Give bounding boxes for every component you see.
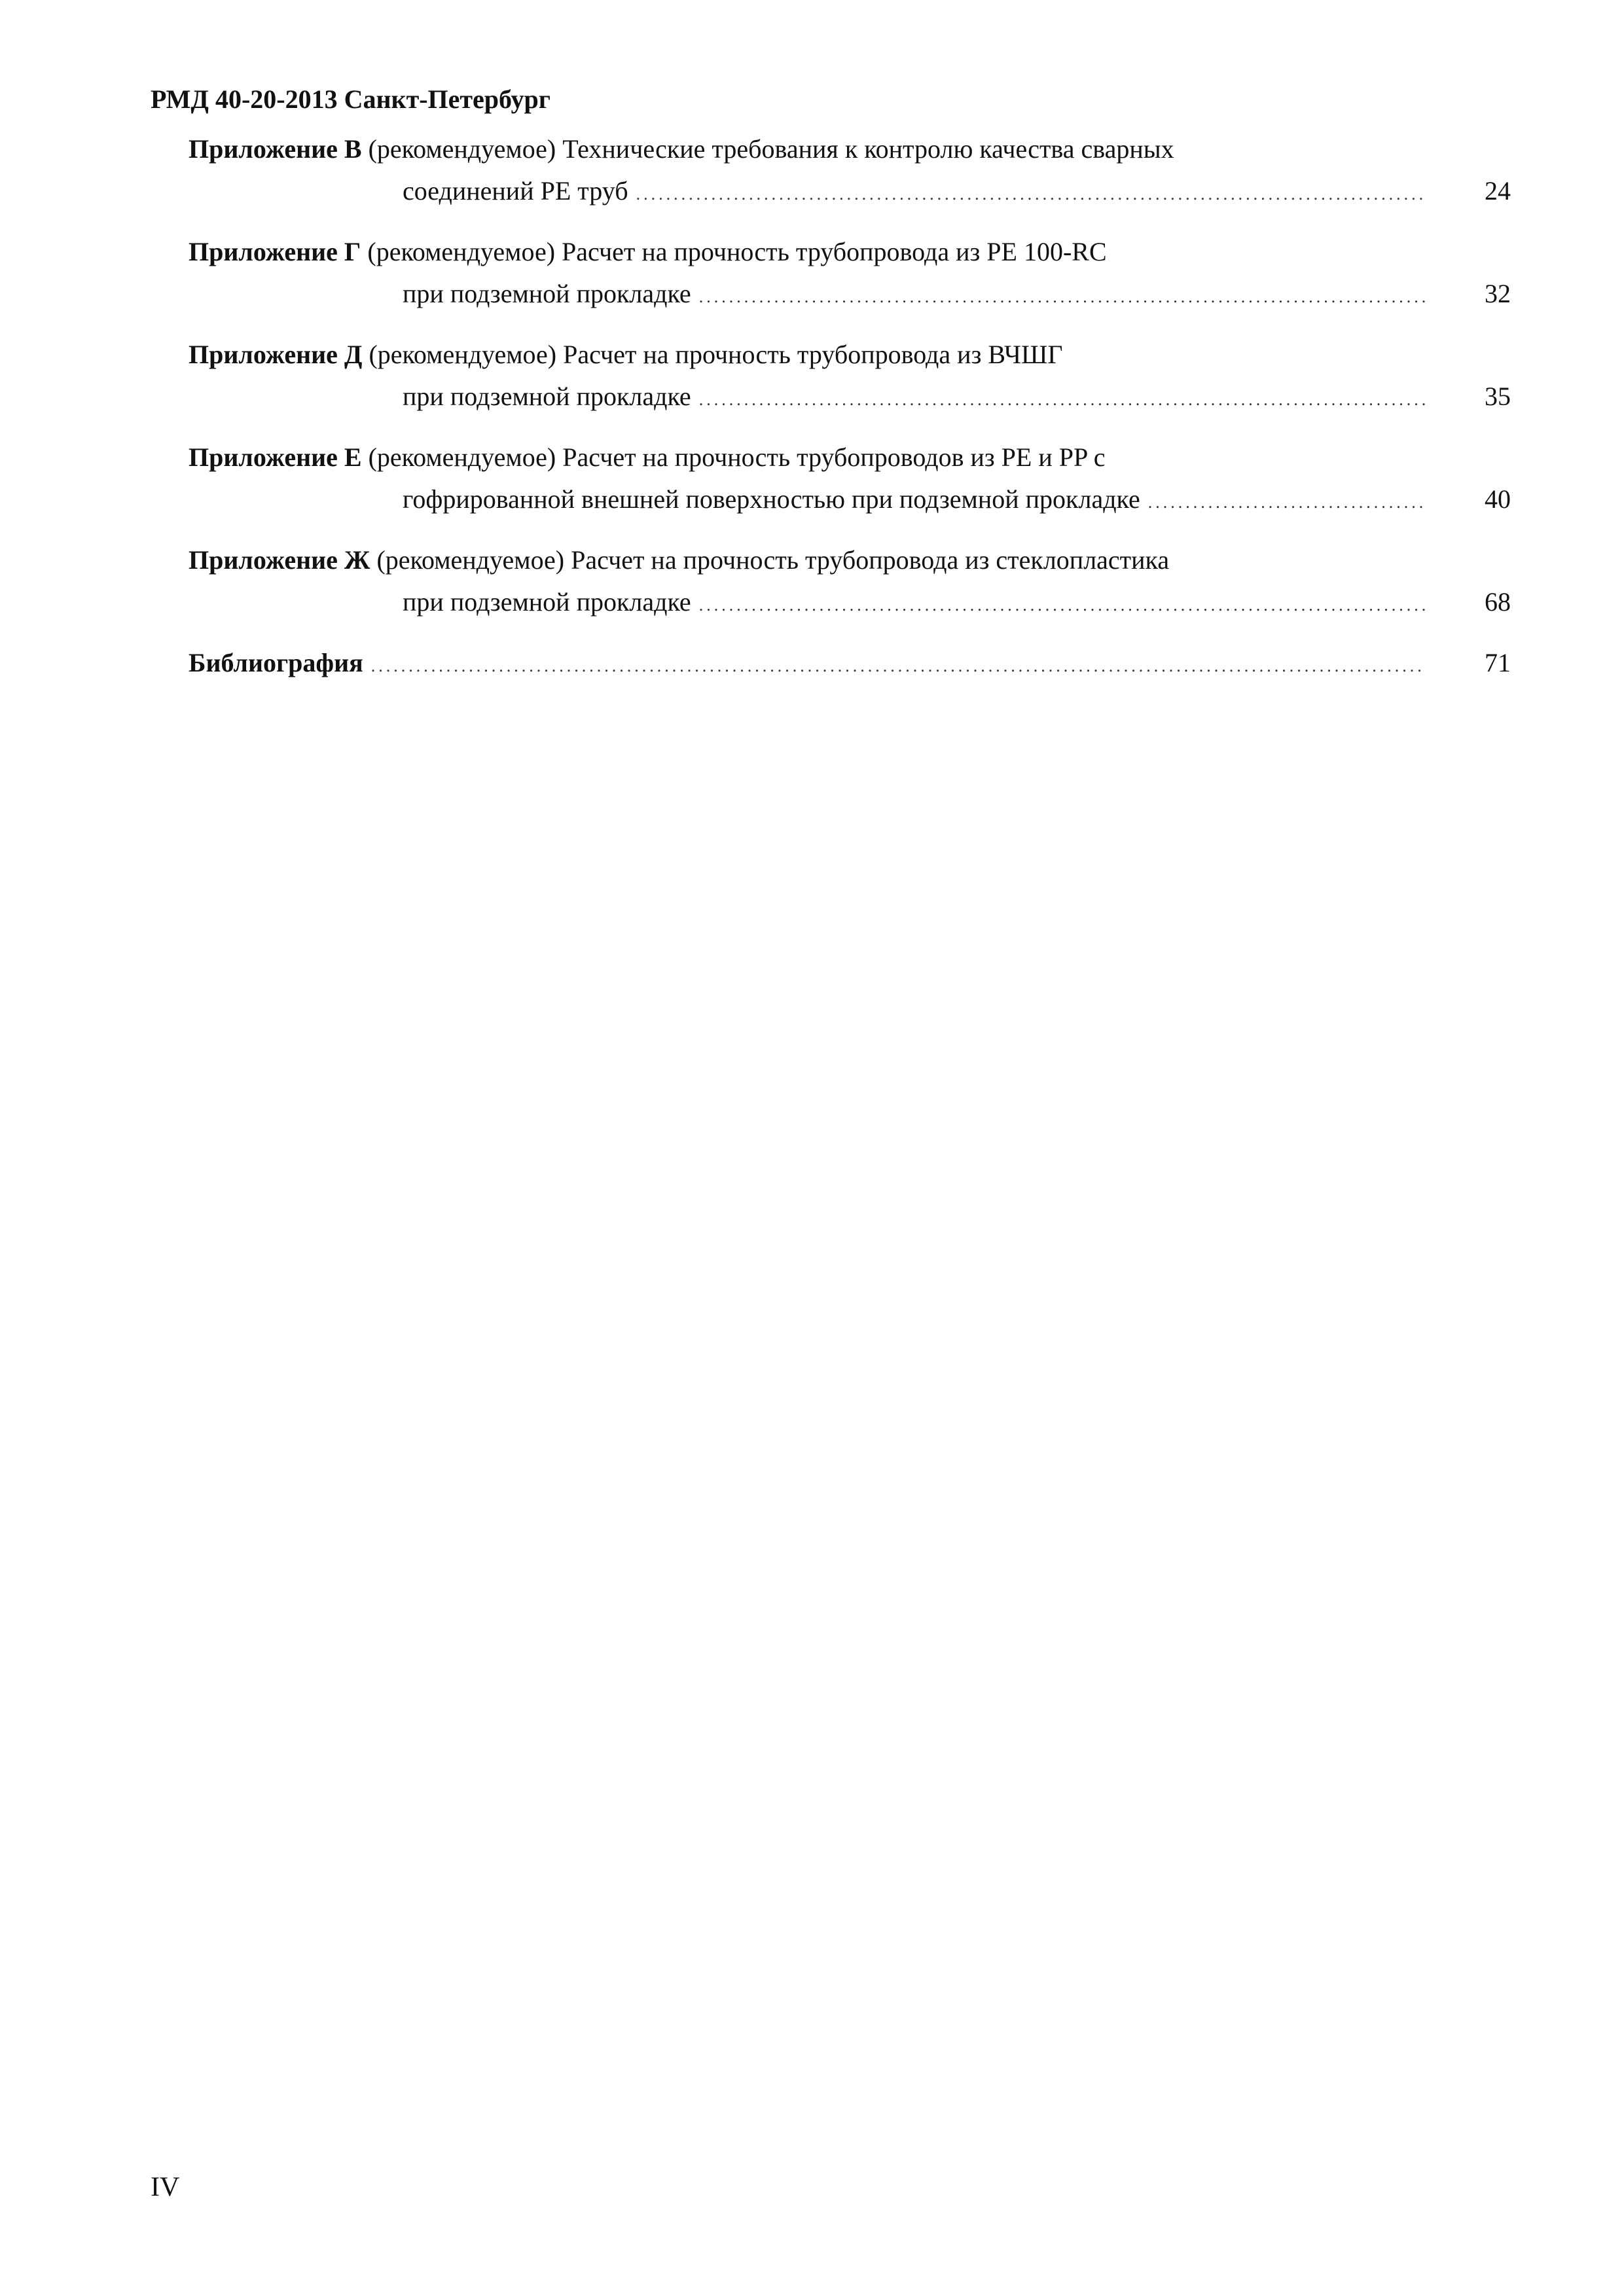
dot-leader xyxy=(371,645,1426,687)
toc-page-number: 35 xyxy=(1485,382,1511,411)
page-number: IV xyxy=(151,2172,180,2202)
dot-leader xyxy=(699,276,1426,318)
toc-entry-appendix-zh[interactable] xyxy=(189,539,1511,626)
toc-entry-continuation-line xyxy=(189,478,1511,524)
toc-entry-text-continued: гофрированной внешней поверхностью при подземной прокладке xyxy=(403,484,1140,514)
toc-entry-line xyxy=(189,642,1511,687)
toc-entry-text-continued: соединений PE труб xyxy=(403,176,628,206)
toc-entry-title-line xyxy=(189,334,1511,376)
toc-entry-label: Приложение Д xyxy=(189,340,363,369)
toc-entry-label: Приложение Е xyxy=(189,442,362,472)
toc-entry-title-line xyxy=(189,231,1511,273)
toc-page-number: 71 xyxy=(1485,648,1511,677)
toc-entry-text: (рекомендуемое) Технические требования к контролю качества сварных xyxy=(368,134,1174,164)
toc-entry-text: (рекомендуемое) Расчет на прочность трубопровода из стеклопластика xyxy=(376,545,1170,575)
dot-leader xyxy=(699,584,1426,626)
toc-entry-bibliography[interactable] xyxy=(189,642,1511,687)
toc-entry-appendix-d[interactable] xyxy=(189,334,1511,421)
table-of-contents xyxy=(189,128,1511,703)
toc-entry-text: (рекомендуемое) Расчет на прочность трубопроводов из PE и PP с xyxy=(368,442,1106,472)
dot-leader xyxy=(636,173,1426,215)
toc-entry-text-continued: при подземной прокладке xyxy=(403,382,691,411)
toc-entry-title-line xyxy=(189,128,1511,170)
toc-page-number: 68 xyxy=(1485,587,1511,617)
toc-entry-title-line xyxy=(189,539,1511,581)
toc-entry-continuation-line xyxy=(189,273,1511,318)
toc-entry-label: Приложение Г xyxy=(189,237,361,266)
toc-entry-appendix-g[interactable] xyxy=(189,231,1511,318)
toc-entry-continuation-line xyxy=(189,581,1511,626)
toc-page-number: 24 xyxy=(1485,176,1511,206)
toc-entry-text: (рекомендуемое) Расчет на прочность трубопровода из ВЧШГ xyxy=(369,340,1063,369)
toc-entry-appendix-v[interactable] xyxy=(189,128,1511,215)
toc-page-number: 32 xyxy=(1485,279,1511,308)
toc-entry-label: Приложение В xyxy=(189,134,362,164)
toc-entry-text: (рекомендуемое) Расчет на прочность трубопровода из PE 100-RC xyxy=(367,237,1107,266)
toc-entry-text-continued: при подземной прокладке xyxy=(403,279,691,308)
toc-entry-appendix-e[interactable] xyxy=(189,437,1511,524)
toc-entry-title-line xyxy=(189,437,1511,478)
dot-leader xyxy=(699,379,1426,421)
toc-entry-text-continued: при подземной прокладке xyxy=(403,587,691,617)
toc-entry-label: Библиография xyxy=(189,648,363,677)
toc-entry-continuation-line xyxy=(189,170,1511,215)
dot-leader xyxy=(1148,482,1426,524)
toc-entry-label: Приложение Ж xyxy=(189,545,370,575)
document-header: РМД 40-20-2013 Санкт-Петербург xyxy=(151,84,550,114)
toc-page-number: 40 xyxy=(1485,484,1511,514)
toc-entry-continuation-line xyxy=(189,376,1511,421)
